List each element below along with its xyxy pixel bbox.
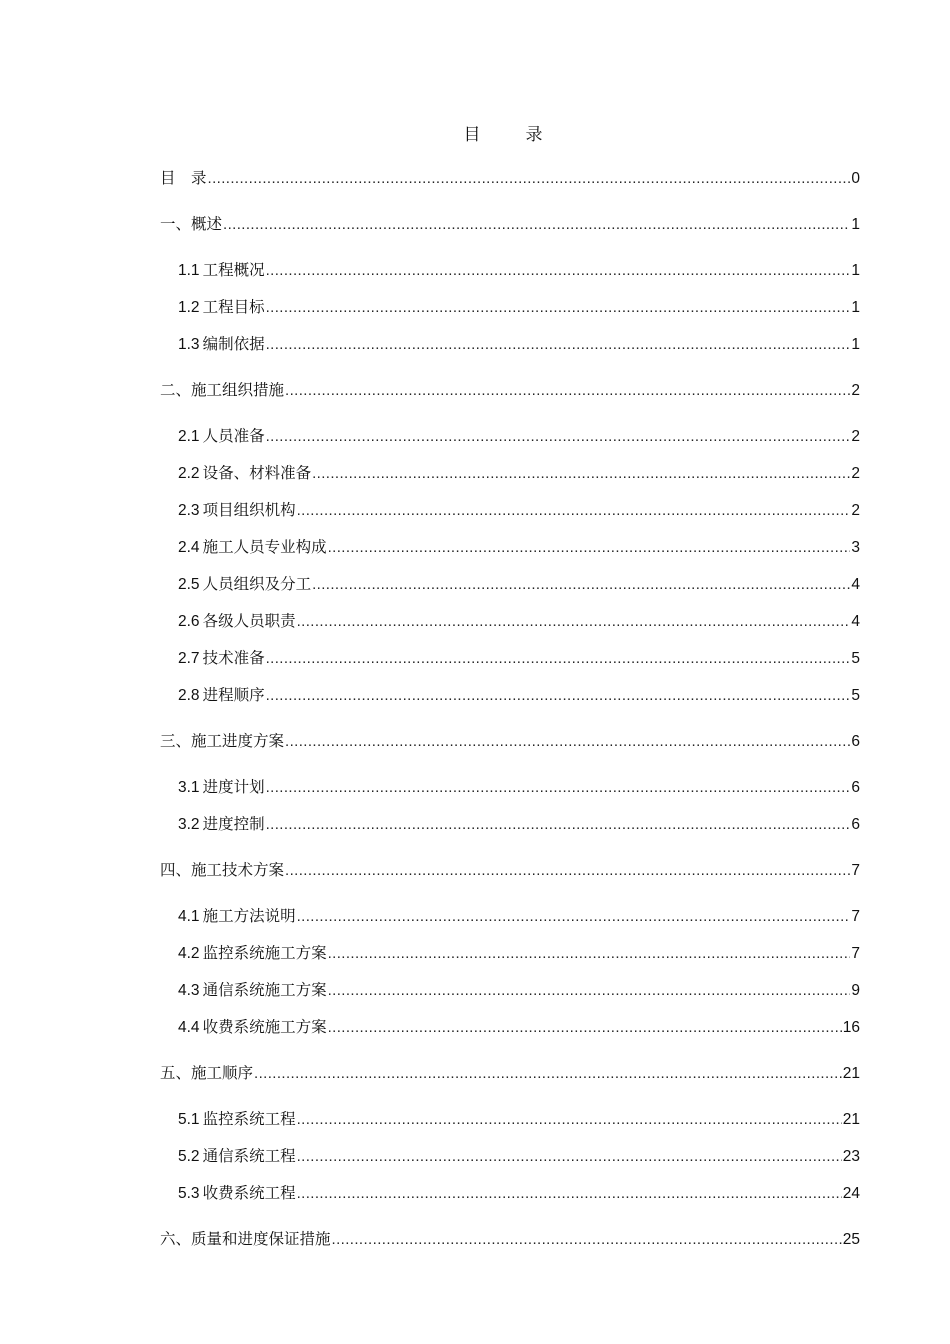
- toc-section-entry[interactable]: [160, 1015, 860, 1040]
- toc-section-entry[interactable]: [160, 904, 860, 929]
- toc-page-number: 4: [851, 613, 860, 630]
- toc-entry-label: 人员准备: [202, 427, 265, 445]
- toc-entry-label: 六、质量和进度保证措施: [160, 1230, 331, 1248]
- toc-page-number: 7: [851, 862, 860, 879]
- toc-chapter-entry[interactable]: [160, 212, 860, 237]
- toc-page-number: 3: [851, 539, 860, 556]
- toc-entry-number: 2.5: [178, 576, 200, 593]
- toc-entry-number: 1.1: [178, 262, 200, 279]
- toc-section-entry[interactable]: [160, 941, 860, 966]
- toc-dot-leader: [223, 213, 850, 237]
- toc-dot-leader: [312, 462, 850, 486]
- toc-title: 目 录: [463, 125, 557, 145]
- toc-entry-label: 进度控制: [202, 815, 265, 833]
- toc-section-entry[interactable]: [160, 332, 860, 357]
- toc-dot-leader: [297, 1145, 842, 1169]
- toc-page-number: 6: [851, 779, 860, 796]
- toc-page-number: 21: [842, 1065, 860, 1082]
- toc-entry-number: 3.1: [178, 779, 200, 796]
- toc-entry-label: 一、概述: [160, 215, 223, 233]
- toc-page-number: 1: [851, 336, 860, 353]
- toc-chapter-entry[interactable]: [160, 1227, 860, 1252]
- toc-page-number: 25: [842, 1231, 860, 1248]
- toc-entry-label: 通信系统施工方案: [202, 981, 327, 999]
- toc-dot-leader: [297, 905, 851, 929]
- toc-page-number: 4: [851, 576, 860, 593]
- toc-page-number: 16: [842, 1019, 860, 1036]
- toc-entry-label: 工程概况: [202, 261, 265, 279]
- toc-dot-leader: [266, 647, 851, 671]
- toc-entry-label: 施工方法说明: [202, 907, 296, 925]
- toc-dot-leader: [266, 813, 851, 837]
- toc-entry-label: 技术准备: [202, 649, 265, 667]
- table-of-contents: [160, 166, 860, 1252]
- toc-dot-leader: [328, 1016, 842, 1040]
- toc-section-entry[interactable]: [160, 978, 860, 1003]
- toc-entry-label: 收费系统工程: [202, 1184, 296, 1202]
- toc-entry-number: 2.8: [178, 687, 200, 704]
- toc-dot-leader: [312, 573, 850, 597]
- toc-page-number: 6: [851, 733, 860, 750]
- toc-dot-leader: [266, 776, 851, 800]
- toc-entry-number: 2.3: [178, 502, 200, 519]
- toc-page-number: 0: [851, 170, 860, 187]
- toc-chapter-entry[interactable]: [160, 378, 860, 403]
- toc-entry-label: 监控系统工程: [202, 1110, 296, 1128]
- toc-section-entry[interactable]: [160, 609, 860, 634]
- toc-section-entry[interactable]: [160, 424, 860, 449]
- toc-page-number: 1: [851, 299, 860, 316]
- toc-page-number: 7: [851, 908, 860, 925]
- toc-page-number: 5: [851, 687, 860, 704]
- toc-page-number: 24: [842, 1185, 860, 1202]
- toc-page-number: 6: [851, 816, 860, 833]
- toc-page-number: 5: [851, 650, 860, 667]
- toc-dot-leader: [332, 1228, 842, 1252]
- toc-entry-label: 工程目标: [202, 298, 265, 316]
- toc-page-number: 2: [851, 465, 860, 482]
- toc-section-entry[interactable]: [160, 683, 860, 708]
- toc-chapter-entry[interactable]: [160, 858, 860, 883]
- toc-page-number: 1: [851, 216, 860, 233]
- toc-dot-leader: [266, 259, 851, 283]
- toc-dot-leader: [285, 379, 850, 403]
- toc-entry-number: 3.2: [178, 816, 200, 833]
- toc-section-entry[interactable]: [160, 812, 860, 837]
- toc-section-entry[interactable]: [160, 1181, 860, 1206]
- toc-dot-leader: [328, 942, 851, 966]
- toc-dot-leader: [328, 979, 851, 1003]
- toc-entry-label: 三、施工进度方案: [160, 732, 285, 750]
- toc-section-entry[interactable]: [160, 646, 860, 671]
- toc-entry-number: 5.1: [178, 1111, 200, 1128]
- toc-entry-number: 1.2: [178, 299, 200, 316]
- toc-section-entry[interactable]: [160, 295, 860, 320]
- toc-entry-label: 二、施工组织措施: [160, 381, 285, 399]
- toc-page-number: 2: [851, 382, 860, 399]
- toc-dot-leader: [208, 167, 851, 191]
- toc-entry-label: 各级人员职责: [202, 612, 296, 630]
- toc-dot-leader: [266, 684, 851, 708]
- toc-section-entry[interactable]: [160, 1107, 860, 1132]
- toc-entry-number: 4.1: [178, 908, 200, 925]
- toc-entry-number: 4.2: [178, 945, 200, 962]
- toc-dot-leader: [254, 1062, 842, 1086]
- toc-dot-leader: [266, 425, 851, 449]
- toc-page-number: 23: [842, 1148, 860, 1165]
- toc-entry-label: 进程顺序: [202, 686, 265, 704]
- toc-entry-label: 施工人员专业构成: [202, 538, 327, 556]
- toc-section-entry[interactable]: [160, 1144, 860, 1169]
- toc-entry-number: 4.4: [178, 1019, 200, 1036]
- toc-chapter-entry[interactable]: [160, 166, 860, 191]
- toc-entry-number: 2.1: [178, 428, 200, 445]
- toc-section-entry[interactable]: [160, 461, 860, 486]
- toc-page-number: 7: [851, 945, 860, 962]
- toc-entry-number: 5.3: [178, 1185, 200, 1202]
- toc-page-number: 9: [851, 982, 860, 999]
- toc-section-entry[interactable]: [160, 775, 860, 800]
- toc-entry-number: 5.2: [178, 1148, 200, 1165]
- toc-page-number: 1: [851, 262, 860, 279]
- toc-dot-leader: [266, 296, 851, 320]
- toc-dot-leader: [297, 1182, 842, 1206]
- toc-section-entry[interactable]: [160, 572, 860, 597]
- toc-entry-label: 设备、材料准备: [202, 464, 312, 482]
- toc-entry-label: 目 录: [160, 169, 207, 187]
- toc-entry-label: 项目组织机构: [202, 501, 296, 519]
- toc-entry-label: 监控系统施工方案: [202, 944, 327, 962]
- toc-entry-number: 2.4: [178, 539, 200, 556]
- toc-dot-leader: [297, 1108, 842, 1132]
- toc-dot-leader: [297, 610, 851, 634]
- toc-entry-number: 2.6: [178, 613, 200, 630]
- toc-entry-label: 四、施工技术方案: [160, 861, 285, 879]
- toc-dot-leader: [285, 730, 850, 754]
- toc-chapter-entry[interactable]: [160, 1061, 860, 1086]
- toc-section-entry[interactable]: [160, 535, 860, 560]
- toc-dot-leader: [285, 859, 850, 883]
- toc-dot-leader: [328, 536, 851, 560]
- toc-entry-label: 进度计划: [202, 778, 265, 796]
- toc-page-number: 2: [851, 502, 860, 519]
- toc-entry-number: 4.3: [178, 982, 200, 999]
- toc-entry-label: 编制依据: [202, 335, 265, 353]
- toc-section-entry[interactable]: [160, 258, 860, 283]
- toc-dot-leader: [266, 333, 851, 357]
- toc-page-number: 2: [851, 428, 860, 445]
- toc-page-number: 21: [842, 1111, 860, 1128]
- toc-dot-leader: [297, 499, 851, 523]
- toc-entry-number: 1.3: [178, 336, 200, 353]
- toc-chapter-entry[interactable]: [160, 729, 860, 754]
- toc-entry-label: 收费系统施工方案: [202, 1018, 327, 1036]
- toc-entry-number: 2.2: [178, 465, 200, 482]
- toc-entry-label: 人员组织及分工: [202, 575, 312, 593]
- toc-entry-number: 2.7: [178, 650, 200, 667]
- toc-section-entry[interactable]: [160, 498, 860, 523]
- toc-entry-label: 通信系统工程: [202, 1147, 296, 1165]
- toc-entry-label: 五、施工顺序: [160, 1064, 254, 1082]
